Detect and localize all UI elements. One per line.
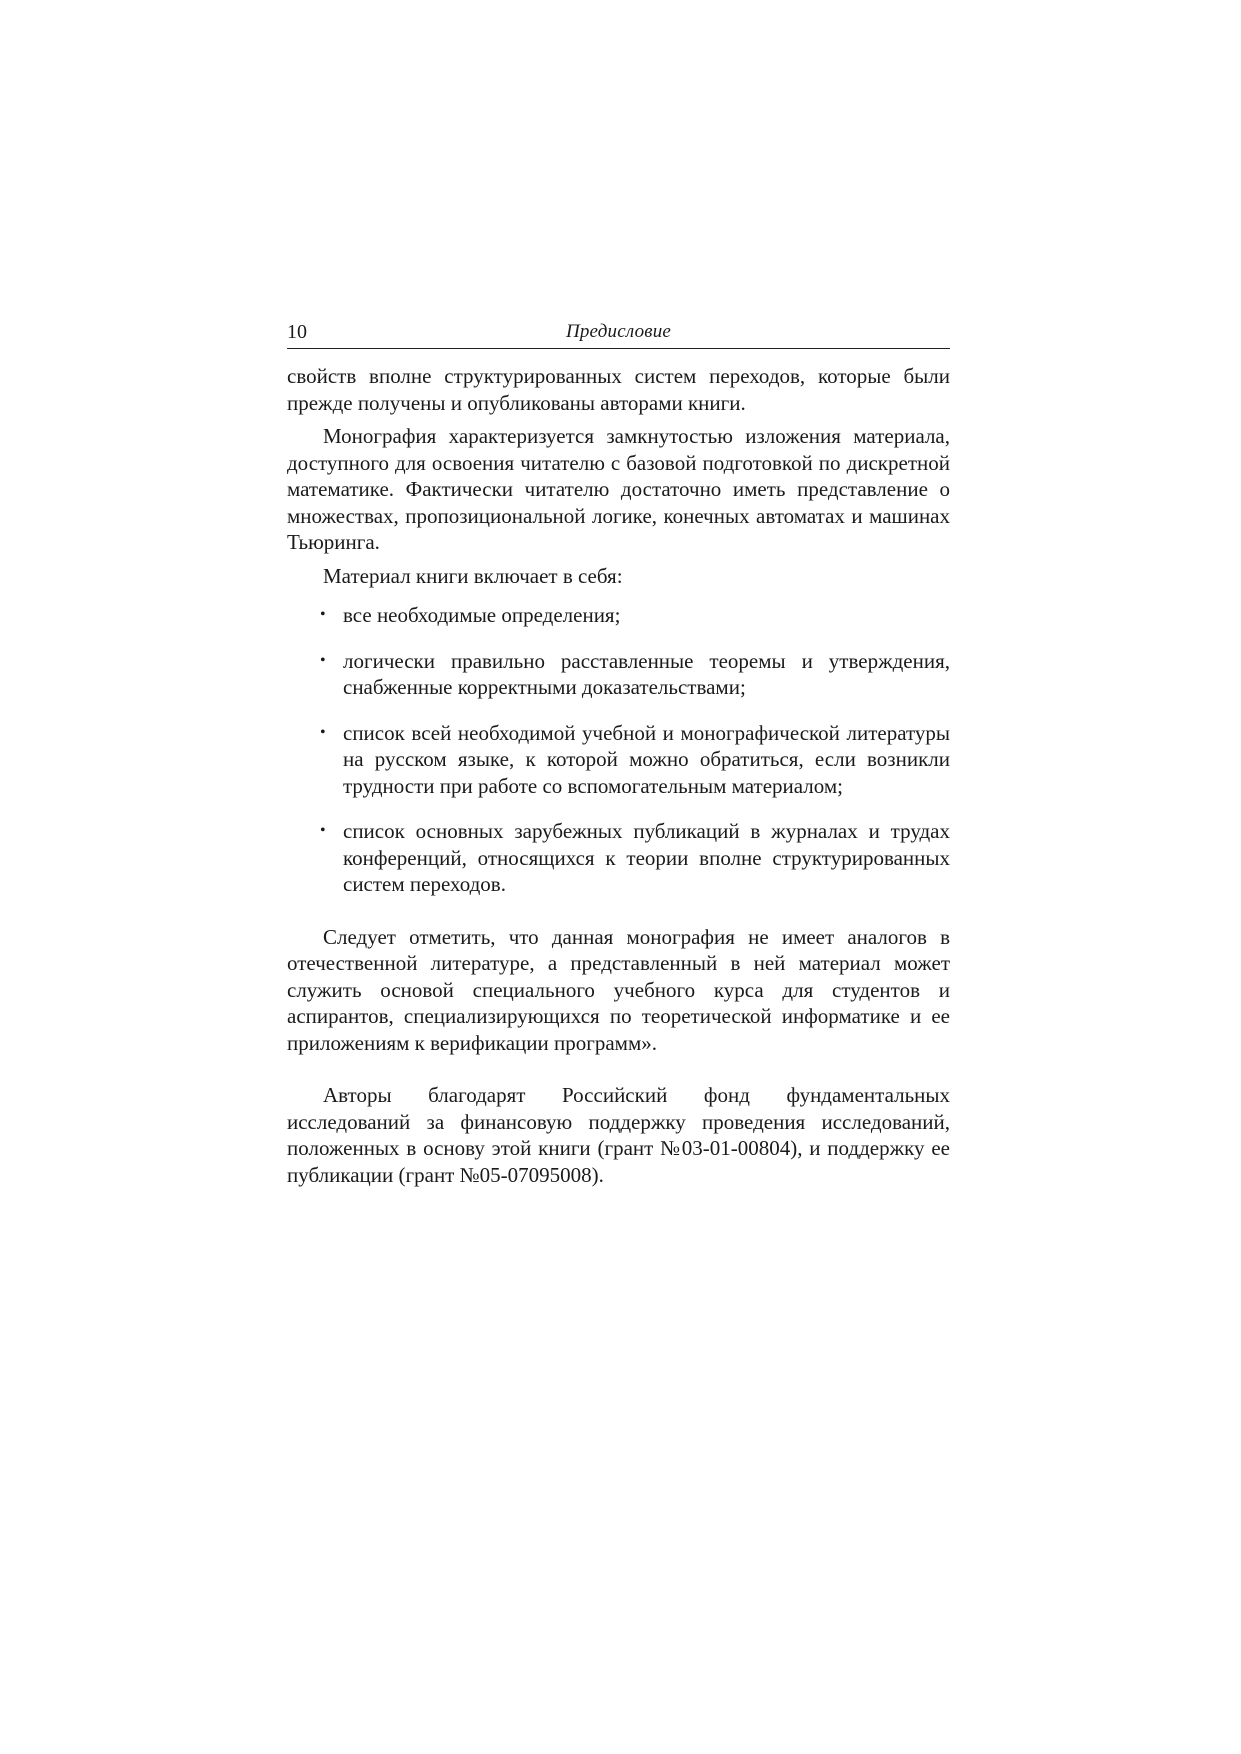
list-item-text: все необходимые определения; xyxy=(343,603,621,627)
contents-list xyxy=(287,602,950,898)
list-item xyxy=(287,648,950,701)
list-item-text: список основных зарубежных публикаций в журналах и трудах конференций, относящихся к теории вполне структурированных систем переходов. xyxy=(343,819,950,896)
bullet-icon: • xyxy=(320,822,326,839)
paragraph-acknowledgements: Авторы благодарят Российский фонд фундаментальных исследований за финансовую поддержку проведения исследований, положенных в основу этой книги (грант №03-01-00804), и поддержку ее публикации (грант №05-07095008). xyxy=(287,1083,950,1187)
list-item-text: логически правильно расставленные теоремы и утверждения, снабженные корректными доказательствами; xyxy=(343,648,950,699)
paragraph-continuation: свойств вполне структурированных систем переходов, которые были прежде получены и опубликованы авторами книги. xyxy=(287,364,950,415)
list-item-text: список всей необходимой учебной и монографической литературы на русском языке, к которой можно обратиться, если возникли трудности при работе со вспомогательным материалом; xyxy=(343,720,950,798)
bullet-icon: • xyxy=(320,606,326,623)
bullet-icon: • xyxy=(320,723,326,741)
paragraph-significance: Следует отметить, что данная монография не имеет аналогов в отечественной литературе, а представленный в ней материал может служить основой специального учебного курса для студентов и аспирантов, специализирующихся по теоретической информатике и ее приложениям к верификации программ». xyxy=(287,924,950,1055)
list-item xyxy=(287,720,950,800)
list-item xyxy=(287,818,950,898)
paragraph-monograph: Монография характеризуется замкнутостью изложения материала, доступного для освоения читателю с базовой подготовкой по дискретной математике. Фактически читателю достаточно иметь представление о множествах, пропозициональной логике, конечных автоматах и машинах Тьюринга. xyxy=(287,424,950,554)
bullet-icon: • xyxy=(320,651,326,669)
page-number: 10 xyxy=(287,321,307,343)
list-item xyxy=(287,602,950,629)
paragraph-list-intro: Материал книги включает в себя: xyxy=(323,563,623,588)
chapter-title: Предисловие xyxy=(565,321,672,342)
running-head xyxy=(287,318,950,349)
body-text xyxy=(287,363,950,1188)
book-page xyxy=(287,318,950,1188)
